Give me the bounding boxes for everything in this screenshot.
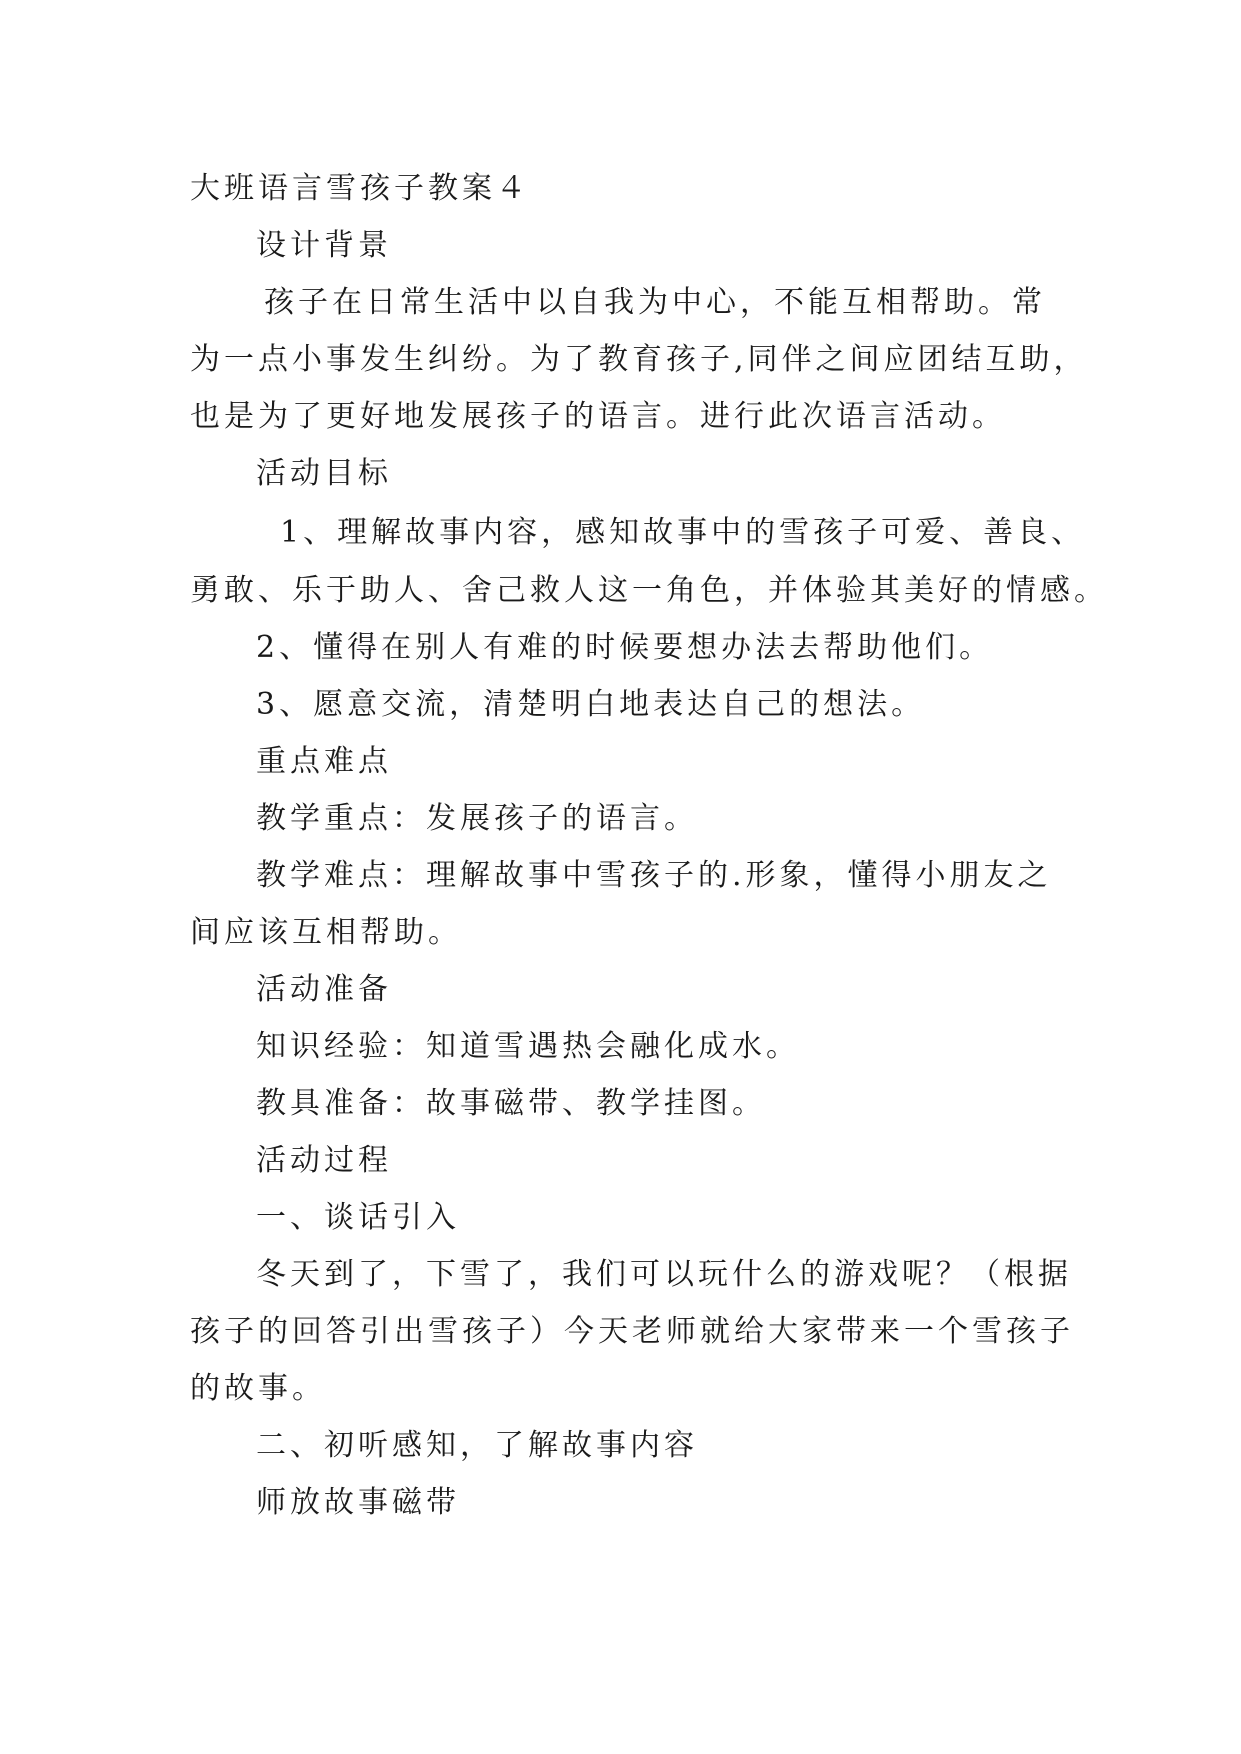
- paragraph-line: 教学重点：发展孩子的语言。: [256, 801, 698, 836]
- section-heading-activity-prep: 活动准备: [256, 972, 392, 1007]
- document-title: 大班语言雪孩子教案４: [190, 171, 530, 206]
- list-item: 2、懂得在别人有难的时候要想办法去帮助他们。: [256, 630, 994, 665]
- paragraph-line: 间应该互相帮助。: [190, 915, 462, 950]
- paragraph-line: 的故事。: [190, 1371, 326, 1406]
- section-heading-design-background: 设计背景: [256, 228, 392, 263]
- list-item: 1、理解故事内容，感知故事中的雪孩子可爱、善良、: [280, 515, 1086, 550]
- paragraph-line: 勇敢、乐于助人、舍己救人这一角色，并体验其美好的情感。: [190, 573, 1108, 608]
- paragraph-line: 也是为了更好地发展孩子的语言。进行此次语言活动。: [190, 399, 1006, 434]
- list-item: 3、愿意交流，清楚明白地表达自己的想法。: [256, 687, 926, 722]
- section-heading-activity-process: 活动过程: [256, 1143, 392, 1178]
- paragraph-line: 教具准备：故事磁带、教学挂图。: [256, 1086, 766, 1121]
- subsection-heading: 一、谈话引入: [256, 1200, 460, 1235]
- subsection-heading: 二、初听感知，了解故事内容: [256, 1428, 698, 1463]
- paragraph-line: 孩子的回答引出雪孩子）今天老师就给大家带来一个雪孩子: [190, 1314, 1074, 1349]
- paragraph-line: 孩子在日常生活中以自我为中心，不能互相帮助。常: [264, 285, 1046, 320]
- paragraph-line: 知识经验：知道雪遇热会融化成水。: [256, 1029, 800, 1064]
- section-heading-activity-goals: 活动目标: [256, 456, 392, 491]
- paragraph-line: 为一点小事发生纠纷。为了教育孩子,同伴之间应团结互助，: [190, 342, 1088, 377]
- paragraph-line: 师放故事磁带: [256, 1485, 460, 1520]
- paragraph-line: 教学难点：理解故事中雪孩子的.形象，懂得小朋友之: [256, 858, 1052, 893]
- section-heading-key-points: 重点难点: [256, 744, 392, 779]
- paragraph-line: 冬天到了，下雪了，我们可以玩什么的游戏呢？（根据: [256, 1257, 1072, 1292]
